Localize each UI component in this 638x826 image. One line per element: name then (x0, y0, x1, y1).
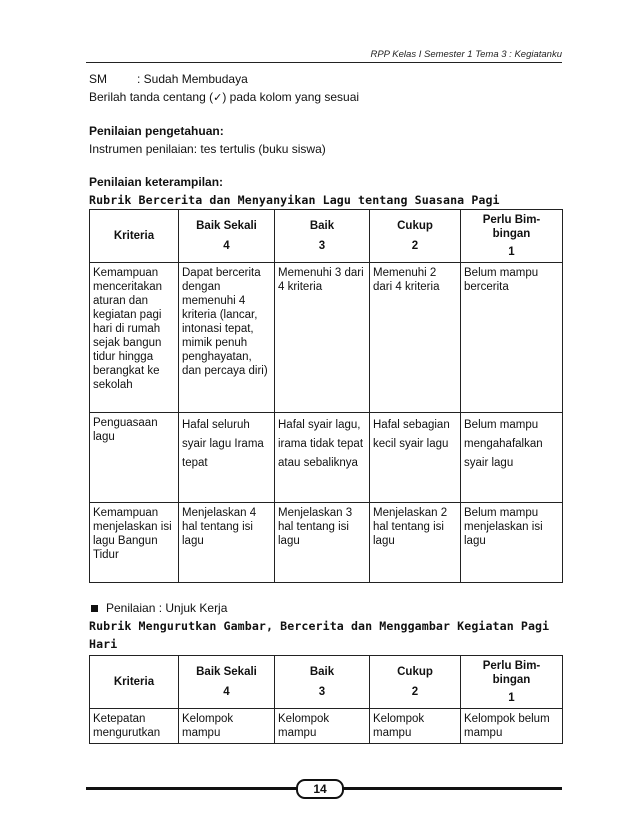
running-header: RPP Kelas I Semester 1 Tema 3 : Kegiatanku (370, 49, 562, 60)
score1-cell: Belum mampu menjelaskan isi lagu (461, 503, 563, 583)
score2-cell: Menjelaskan 2 hal tentang isi lagu (370, 503, 461, 583)
header-cukup (370, 656, 461, 709)
header-label: Perlu Bim-bingan (482, 214, 541, 240)
knowledge-text: Instrumen penilaian: tes tertulis (buku siswa) (89, 142, 326, 156)
score4-cell: Kelompok mampu (179, 709, 275, 744)
score4-cell: Dapat bercerita dengan memenuhi 4 kriteria (lancar, intonasi tepat, mimik penuh penghayatan, dan percaya diri) (179, 263, 275, 413)
header-score: 2 (411, 240, 419, 252)
header-kriteria: Kriteria (90, 210, 179, 263)
rubric2-header-row (90, 656, 563, 709)
bullet-text: Penilaian : Unjuk Kerja (106, 601, 228, 615)
header-score: 1 (508, 692, 515, 704)
score1-cell: Belum mampu bercerita (461, 263, 563, 413)
rubric1-header-row (90, 210, 563, 263)
knowledge-title: Penilaian pengetahuan: (89, 124, 224, 138)
instruction (89, 88, 564, 107)
header-label: Cukup (397, 666, 433, 678)
score1-cell: Belum mampu mengahafalkan syair lagu (461, 413, 563, 503)
rubric2-title: Rubrik Mengurutkan Gambar, Bercerita dan Menggambar Kegiatan Pagi Hari (89, 619, 550, 651)
page-number: 14 (296, 779, 344, 799)
skills-title: Penilaian keterampilan: (89, 175, 224, 189)
header-label: Baik Sekali (196, 666, 257, 678)
header-label: Cukup (397, 220, 433, 232)
sm-value: : Sudah Membudaya (137, 72, 248, 86)
rubric1-table (89, 209, 563, 583)
header-rule (86, 62, 562, 63)
score3-cell: Hafal syair lagu, irama tidak tepat atau sebaliknya (275, 413, 370, 503)
sm-legend (89, 70, 564, 88)
criteria-cell: Penguasaan lagu (90, 413, 179, 503)
score3-cell: Memenuhi 3 dari 4 kriteria (275, 263, 370, 413)
table-row (90, 413, 563, 503)
sm-key: SM (89, 72, 107, 86)
score1-cell: Kelompok belum mampu (461, 709, 563, 744)
table-row (90, 263, 563, 413)
table-row (90, 709, 563, 744)
header-perlu-bimbingan (461, 656, 563, 709)
header-kriteria: Kriteria (90, 656, 179, 709)
instruction-after: ) pada kolom yang sesuai (222, 90, 360, 104)
checkmark-icon: ✓ (213, 91, 223, 104)
score3-cell: Menjelaskan 3 hal tentang isi lagu (275, 503, 370, 583)
header-label: Baik Sekali (196, 220, 257, 232)
score3-cell: Kelompok mampu (275, 709, 370, 744)
header-baik-sekali (179, 210, 275, 263)
score2-cell: Memenuhi 2 dari 4 kriteria (370, 263, 461, 413)
score2-cell: Kelompok mampu (370, 709, 461, 744)
score2-cell: Hafal sebagian kecil syair lagu (370, 413, 461, 503)
header-score: 3 (318, 686, 326, 698)
header-label: Baik (309, 666, 335, 678)
header-baik (275, 210, 370, 263)
rubric1-title: Rubrik Bercerita dan Menyanyikan Lagu tentang Suasana Pagi (89, 193, 500, 207)
header-baik (275, 656, 370, 709)
header-baik-sekali (179, 656, 275, 709)
page-content (89, 70, 564, 744)
header-label: Perlu Bim-bingan (482, 660, 541, 686)
instruction-before: Berilah tanda centang ( (89, 90, 214, 104)
assessment-bullet (89, 599, 564, 617)
criteria-cell: Ketepatan mengurutkan (90, 709, 179, 744)
rubric2-table (89, 655, 563, 744)
header-cukup (370, 210, 461, 263)
table-row (90, 503, 563, 583)
header-perlu-bimbingan (461, 210, 563, 263)
square-bullet-icon (91, 605, 98, 612)
criteria-cell: Kemampuan menceritakan aturan dan kegiatan pagi hari di rumah sejak bangun tidur hingga berangkat ke sekolah (90, 263, 179, 413)
header-label: Baik (309, 220, 335, 232)
header-score: 4 (223, 240, 230, 252)
criteria-cell: Kemampuan menjelaskan isi lagu Bangun Tidur (90, 503, 179, 583)
score4-cell: Menjelaskan 4 hal tentang isi lagu (179, 503, 275, 583)
header-score: 3 (318, 240, 326, 252)
header-score: 1 (508, 246, 515, 258)
header-score: 4 (223, 686, 230, 698)
score4-cell: Hafal seluruh syair lagu Irama tepat (179, 413, 275, 503)
header-score: 2 (411, 686, 419, 698)
